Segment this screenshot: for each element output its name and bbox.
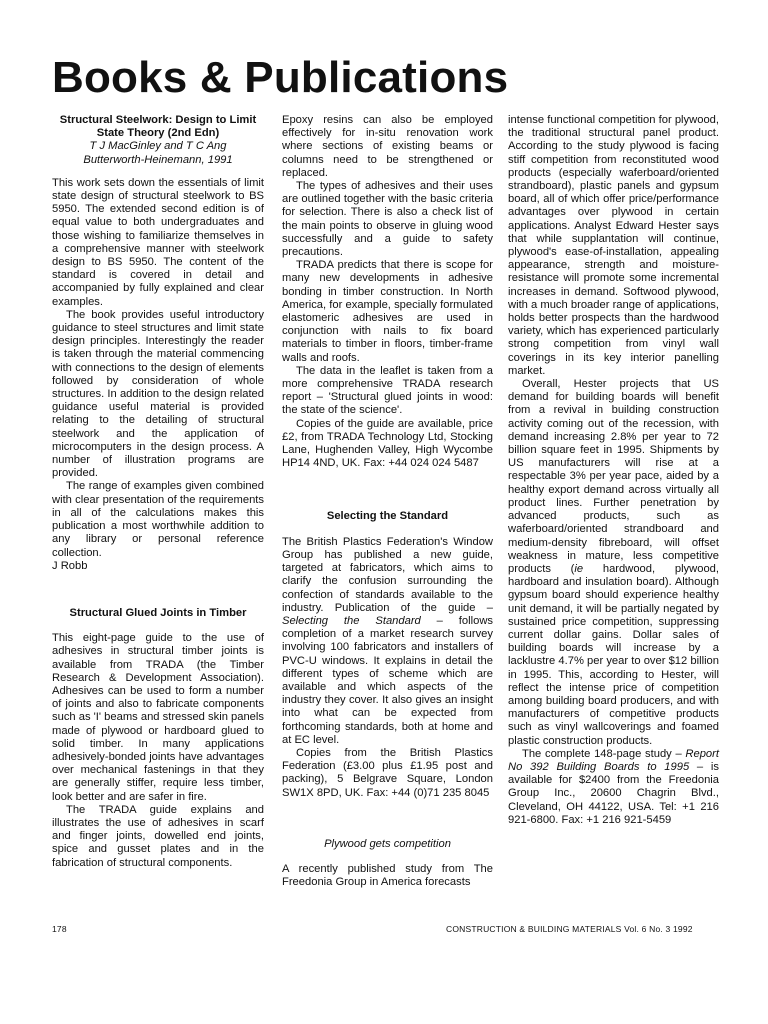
- review-paragraph: The book provides useful introductory guidance to steel structures and limit state design principles. Interestingly the reader is taken through the material commencing with connections to the design of elements followed by consideration of whole structures. In addition to the design related guidance useful material is provided relating to the detailing of structural steelwork and the application of microcomputers in the design process. A number of illustration programs are provided.: [52, 308, 264, 480]
- article-paragraph: TRADA predicts that there is scope for many new developments in adhesive bonding in timber construction. In North America, for example, specially formulated elastomeric adhesives are used in conjunction with nails to fix board materials to timber in floors, timber-frame walls and roofs.: [282, 259, 493, 364]
- review-paragraph: This work sets down the essentials of limit state design of structural steelwork to BS 5950. The extended second edition is of equal value to both undergraduates and those wishing to familiarize themselves in a comprehensive manner with steelwork design to BS 5950. The content of the standard is covered in detail and accompanied by fully explained and clear examples.: [52, 176, 264, 308]
- article-paragraph: Copies of the guide are available, price £2, from TRADA Technology Ltd, Stocking Lane, Hughenden Valley, High Wycombe HP14 4ND, UK. Fax: +44 024 024 5487: [282, 417, 493, 470]
- page-number: 178: [52, 924, 67, 934]
- section-heading-selecting-standard: Selecting the Standard: [326, 510, 449, 523]
- page-title: Books & Publications: [52, 53, 509, 102]
- reviewer-byline: J Robb: [52, 559, 88, 572]
- article-paragraph: Copies from the British Plastics Federation (£3.00 plus £1.95 post and packing), 5 Belgrave Square, London SW1X 8PD, UK. Fax: +44 (0)71 235 8045: [282, 746, 493, 799]
- report-title: Report No 392 Building Boards to 1995: [508, 747, 719, 773]
- column-2: [282, 114, 493, 889]
- article-paragraph: Epoxy resins can also be employed effectively for in-situ renovation work where sections of existing beams or columns need to be strengthened or replaced.: [282, 114, 493, 179]
- column-1: [52, 114, 264, 870]
- article-paragraph: A recently published study from The Freedonia Group in America forecasts: [282, 862, 493, 889]
- article-paragraph: The types of adhesives and their uses are outlined together with the basic criteria for selection. There is also a check list of the main points to observe in gluing wood successfully and a guide to safety precautions.: [282, 180, 493, 259]
- book-title: Structural Steelwork: Design to Limit State Theory (2nd Edn): [59, 114, 257, 140]
- article-paragraph: The data in the leaflet is taken from a more comprehensive TRADA research report – 'Structural glued joints in wood: the state of the science'.: [282, 364, 493, 417]
- section-heading-glued-joints: Structural Glued Joints in Timber: [69, 606, 247, 619]
- review-paragraph: The range of examples given combined with clear presentation of the requirements in all of the calculations makes this publication a most worthwhile addition to any library or personal reference collection.: [52, 480, 264, 559]
- book-publisher: Butterworth-Heinemann, 1991: [83, 153, 233, 166]
- book-authors: T J MacGinley and T C Ang: [89, 140, 227, 153]
- article-paragraph: Overall, Hester projects that US demand for building boards will benefit from a revival in building construction activity coming out of the recession, with demand increasing 2.8% per year to 72 billion square feet in 1995. Shipments by US manufacturers will rise at a respectable 3% per year pace, aided by a healthy export demand across virtually all product lines. Further penetration by advanced products, such as waferboard/oriented strandboard and medium-density fibreboard, will offset weakness in mature, less competitive products (ie hardwood, plywood, hardboard and insulation board). Although gypsum board should experience healthy unit demand, it will be partially negated by sustained price competition, suppressing current dollar gains. Dollar sales of building boards will increase by a lacklustre 4.7% per year to over $12 billion in 1995. This, according to Hester, will reflect the intense price of competition among building board producers, and with manufacturers of competitive products such as vinyl wallcoverings and foamed plastic construction products.: [508, 378, 719, 747]
- article-paragraph: This eight-page guide to the use of adhesives in structural timber joints is available from TRADA (the Timber Research & Development Association). Adhesives can be used to form a number of joints and also to fabricate components such as 'I' beams and stressed skin panels made of plywood or hardboard glued to solid timber. In many applications adhesively-bonded joints have advantages over mechanical fastenings in that they are generally stiffer, require less timber, look better and are safer in fire.: [52, 632, 264, 803]
- article-paragraph: The TRADA guide explains and illustrates the use of adhesives in scarf and finger joints, dowelled end joints, spice and gusset plates and in the fabrication of structural components.: [52, 803, 264, 869]
- article-paragraph: The British Plastics Federation's Window Group has published a new guide, targeted at fabricators, which aims to clarify the confusion surrounding the confection of standards available to the industry. Publication of the guide – Selecting the Standard – follows completion of a market research survey involving 100 fabricators and installers of PVC-U windows. It explains in detail the different types of scheme which are available and which aspects of the industry they cover. It also gives an insight into what can be expected from forthcoming standards, both at home and at EC level.: [282, 535, 493, 746]
- publication-title: Selecting the Standard: [282, 614, 421, 627]
- article-paragraph: intense functional competition for plywood, the traditional structural panel product. According to the study plywood is facing stiff competition from reconstituted wood products (especially waferboard/oriented strandboard), plastic panels and gypsum board, all of which offer price/performance advantages over plywood in certain applications. Analyst Edward Hester says that while supplantation will continue, plywood's ease-of-installation, appealing appearance, strength and moisture-resistance will promote some incremental increases in demand. Softwood plywood, with a much broader range of applications, holds better prospects than the hardwood variety, which has experienced particularly strong competition from vinyl wall coverings in its key interior panelling market.: [508, 114, 719, 377]
- article-paragraph: The complete 148-page study – Report No 392 Building Boards to 1995 – is available for $2400 from the Freedonia Group Inc., 20600 Chagrin Blvd., Cleveland, OH 44122, USA. Tel: +1 216 921-6800. Fax: +1 216 921-5459: [508, 747, 719, 826]
- journal-citation: CONSTRUCTION & BUILDING MATERIALS Vol. 6 No. 3 1992: [446, 924, 693, 934]
- book-heading: [52, 114, 264, 167]
- column-3: [508, 114, 719, 827]
- subheading-plywood: Plywood gets competition: [324, 837, 451, 850]
